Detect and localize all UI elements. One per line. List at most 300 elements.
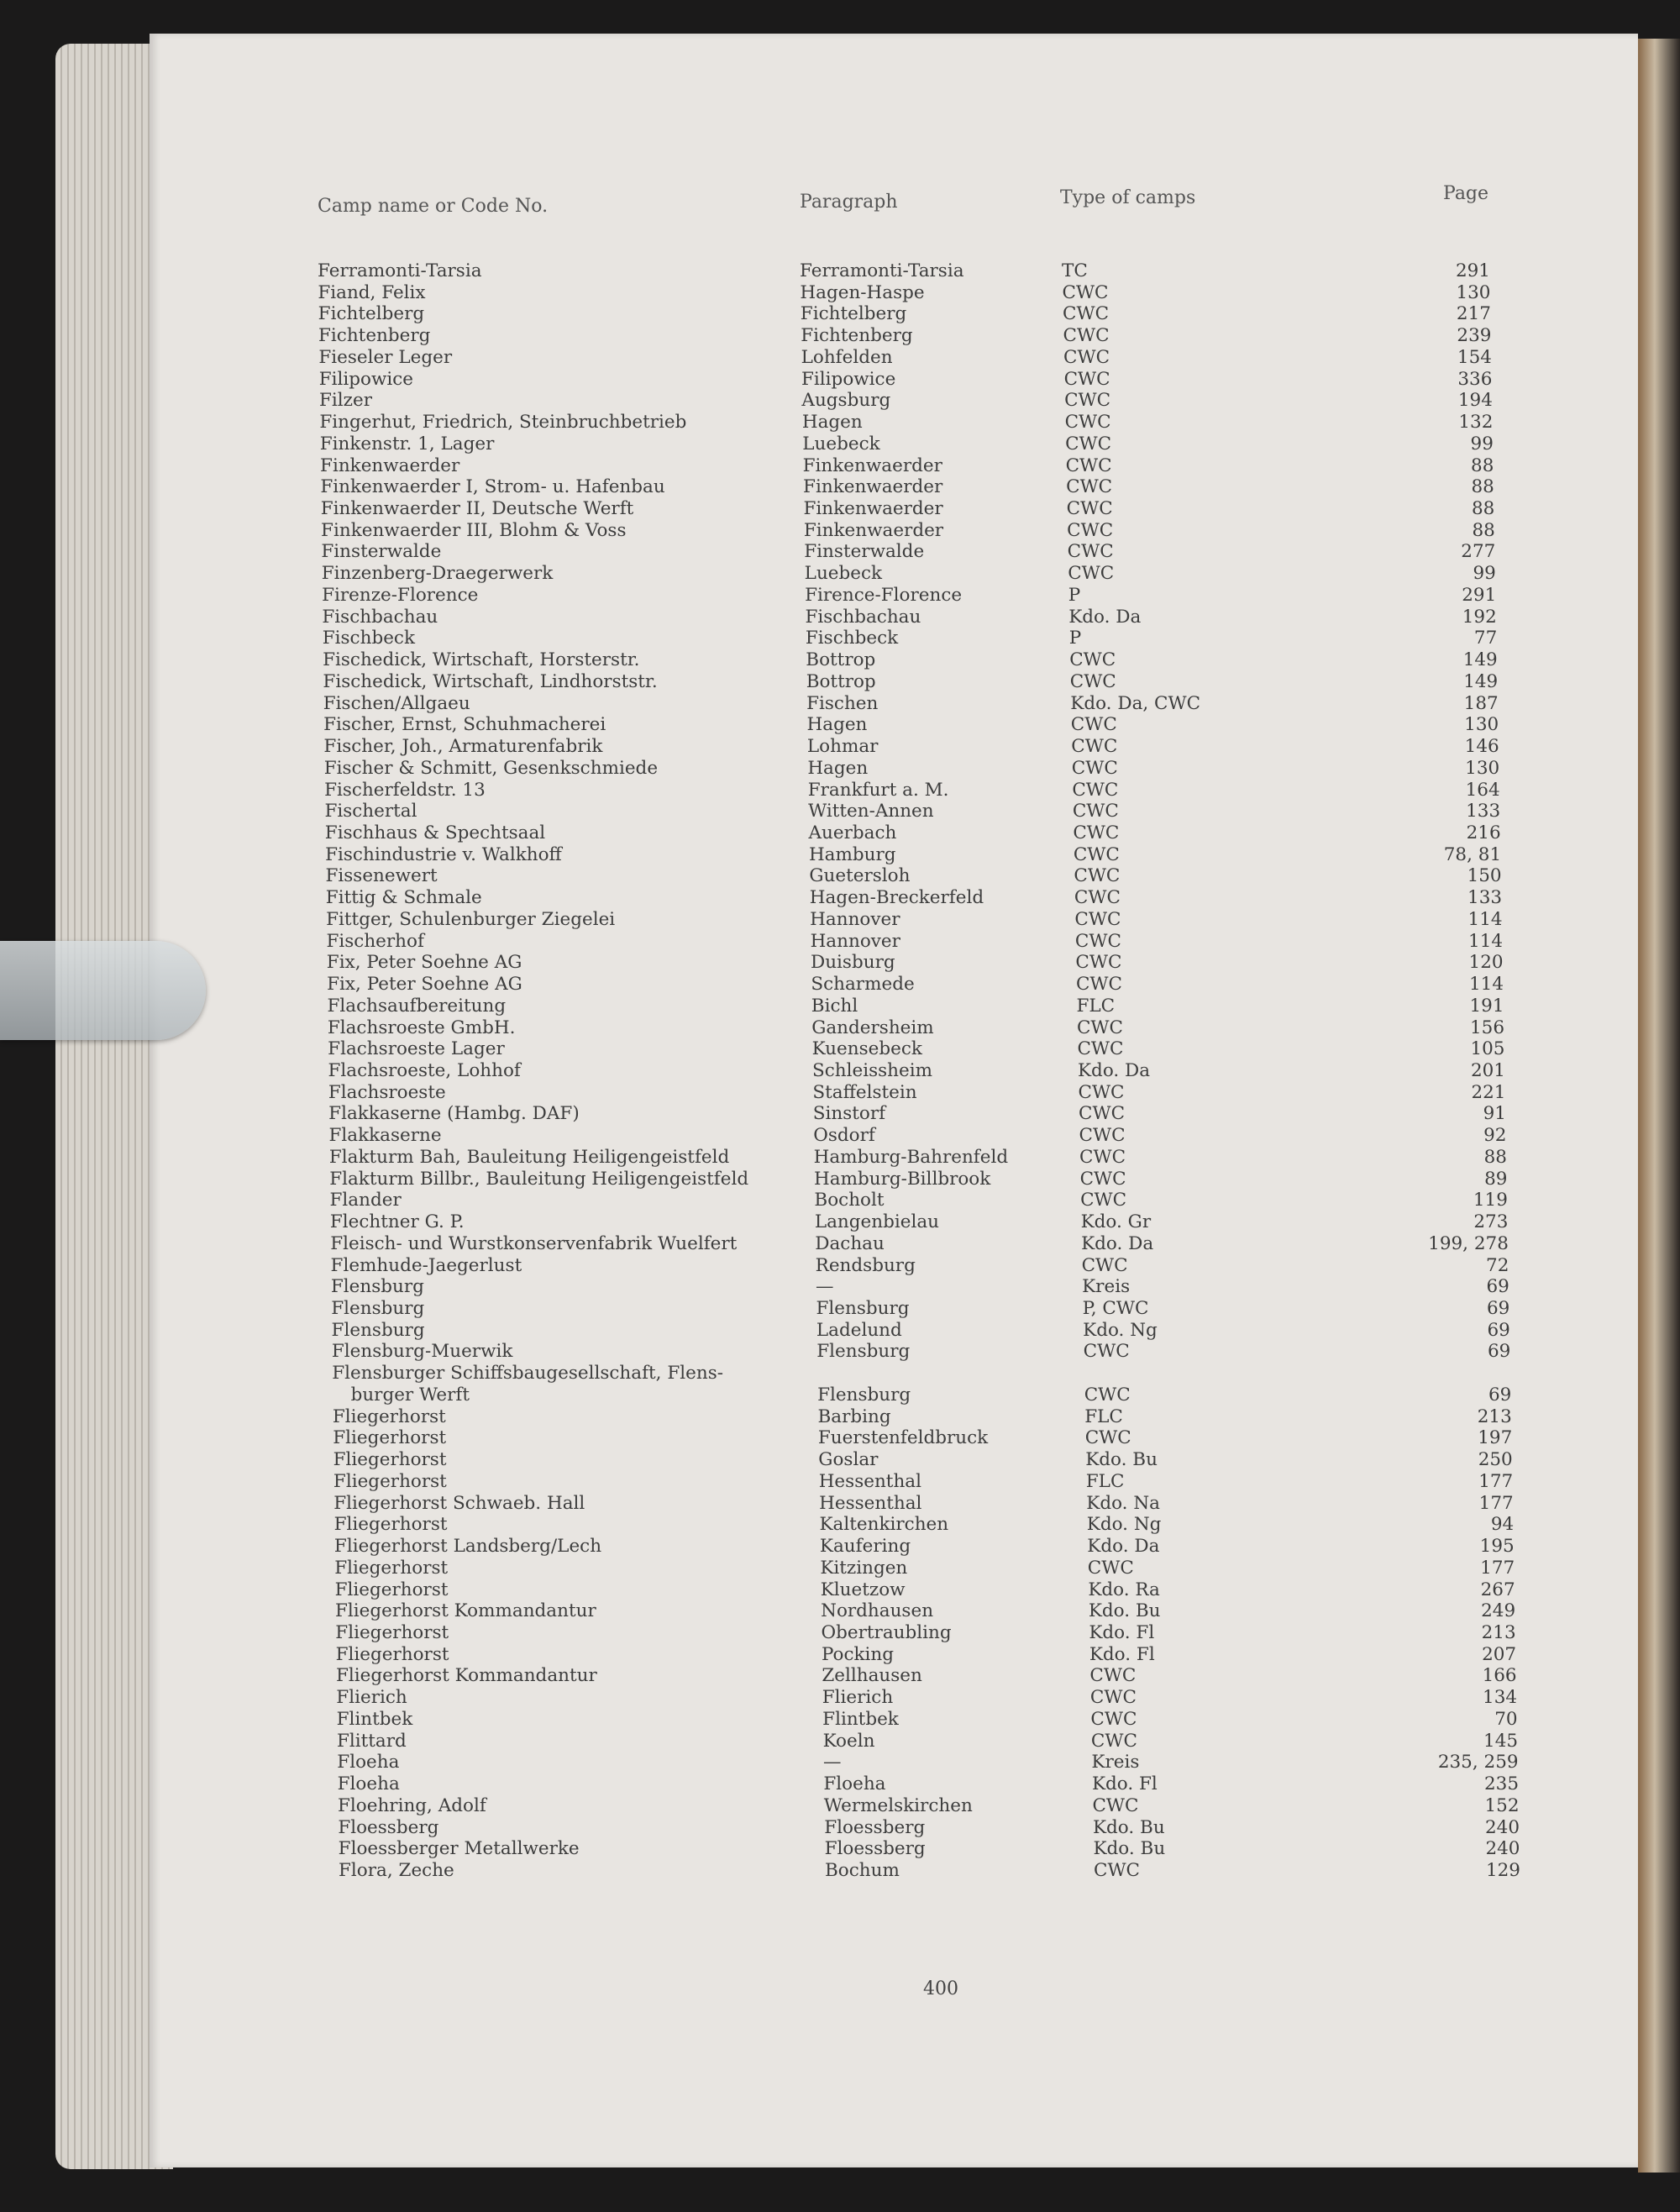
page-ref-cell: 177 — [1478, 1492, 1514, 1514]
camp-name-cell: Fiand, Felix — [318, 281, 426, 303]
camp-name-cell: Fischertal — [324, 801, 417, 822]
page-ref-cell: 130 — [1456, 281, 1491, 303]
camp-type-cell: CWC — [1079, 1168, 1126, 1190]
table-row — [0, 1514, 1680, 1536]
camp-type-cell: CWC — [1063, 303, 1110, 325]
header-page: Page — [1443, 183, 1489, 204]
paragraph-cell: Floeha — [823, 1773, 886, 1795]
paragraph-cell: Scharmede — [811, 974, 915, 996]
table-row — [0, 1384, 1680, 1406]
paragraph-cell: Floessberg — [824, 1816, 926, 1838]
camp-type-cell: CWC — [1090, 1730, 1137, 1752]
camp-name-cell: Flachsroeste — [328, 1081, 446, 1103]
page-ref-cell: 133 — [1466, 801, 1501, 822]
page-ref-cell: 92 — [1483, 1125, 1507, 1147]
table-row — [0, 758, 1680, 780]
paragraph-cell: Bottrop — [806, 649, 876, 671]
page-ref-cell: 69 — [1487, 1341, 1511, 1363]
camp-type-cell: CWC — [1070, 714, 1117, 736]
paragraph-cell: — — [822, 1752, 842, 1773]
table-row — [0, 1731, 1680, 1752]
camp-name-cell: Fichtelberg — [318, 303, 425, 325]
camp-name-cell: Flora, Zeche — [339, 1860, 454, 1881]
camp-name-cell: Fischedick, Wirtschaft, Lindhorststr. — [323, 670, 658, 692]
header-camp-name: Camp name or Code No. — [318, 196, 549, 217]
camp-name-cell: Fliegerhorst — [333, 1427, 447, 1449]
page-ref-cell: 119 — [1473, 1190, 1508, 1211]
paragraph-cell: Osdorf — [813, 1125, 875, 1147]
paragraph-cell: Hagen — [801, 412, 863, 433]
page-ref-cell: 120 — [1468, 952, 1504, 974]
camp-type-cell: CWC — [1063, 325, 1110, 347]
camp-name-cell: Fix, Peter Soehne AG — [326, 952, 522, 974]
paragraph-cell: Hagen — [806, 714, 868, 736]
camp-name-cell: Fliegerhorst Schwaeb. Hall — [333, 1492, 585, 1514]
page-ref-cell: 105 — [1470, 1038, 1505, 1060]
paragraph-cell: Kuensebeck — [811, 1038, 922, 1060]
table-row — [0, 931, 1680, 953]
camp-name-cell: Finkenwaerder — [320, 454, 460, 476]
paragraph-cell: Hessenthal — [819, 1492, 922, 1514]
paragraph-cell: Hessenthal — [818, 1470, 921, 1492]
paragraph-cell: Fichtenberg — [801, 325, 913, 347]
camp-type-cell: CWC — [1071, 736, 1118, 758]
paragraph-cell: Langenbielau — [814, 1211, 940, 1233]
page-ref-cell: 336 — [1457, 368, 1493, 390]
page-ref-cell: 88 — [1483, 1146, 1507, 1168]
page-ref-cell: 195 — [1479, 1536, 1515, 1558]
camp-name-cell: Fischhaus & Spechtsaal — [324, 822, 546, 843]
page-ref-cell: 277 — [1461, 541, 1496, 563]
camp-name-cell: Fischbeck — [322, 628, 416, 649]
paragraph-cell: Finsterwalde — [804, 541, 925, 563]
table-row — [0, 1600, 1680, 1622]
page-ref-cell: 249 — [1481, 1600, 1516, 1622]
camp-type-cell: CWC — [1084, 1384, 1131, 1405]
table-row — [0, 736, 1680, 758]
table-row — [0, 780, 1680, 801]
camp-type-cell: Kdo. Bu — [1092, 1816, 1165, 1838]
paragraph-cell: Kitzingen — [820, 1557, 908, 1579]
camp-name-cell: Flemhude-Jaegerlust — [330, 1254, 522, 1276]
bookmark-tab — [0, 941, 206, 1040]
page-ref-cell: 216 — [1466, 822, 1501, 843]
camp-name-cell: Finsterwalde — [321, 541, 442, 563]
camp-type-cell: Kdo. Da, CWC — [1070, 692, 1201, 714]
camp-type-cell: CWC — [1089, 1665, 1137, 1687]
camp-name-cell: Floeha — [337, 1773, 400, 1795]
page-ref-cell: 130 — [1465, 757, 1500, 779]
paragraph-cell: Bochum — [825, 1860, 900, 1881]
table-row — [0, 974, 1680, 996]
page-ref-cell: 273 — [1473, 1211, 1509, 1233]
paragraph-cell: — — [816, 1276, 834, 1298]
camp-type-cell: CWC — [1077, 1038, 1124, 1060]
page-ref-cell: 240 — [1485, 1838, 1520, 1860]
page-ref-cell: 91 — [1483, 1103, 1506, 1125]
table-row — [0, 1817, 1680, 1839]
header-paragraph: Paragraph — [800, 192, 898, 213]
paragraph-cell: Bottrop — [806, 670, 876, 692]
camp-type-cell: CWC — [1067, 541, 1114, 563]
table-row — [0, 1687, 1680, 1709]
table-row — [0, 1773, 1680, 1795]
page-ref-cell: 69 — [1488, 1384, 1512, 1405]
table-row — [0, 1341, 1680, 1363]
page-ref-cell: 164 — [1465, 779, 1500, 801]
paragraph-cell: Guetersloh — [809, 865, 911, 887]
camp-type-cell: CWC — [1063, 368, 1110, 390]
camp-name-cell: Flensburg-Muerwik — [331, 1341, 513, 1363]
table-row — [0, 1320, 1680, 1342]
header-type-of-camps: Type of camps — [1060, 187, 1196, 208]
page-ref-cell: 194 — [1457, 390, 1493, 412]
page-ref-cell: 146 — [1464, 736, 1499, 758]
paragraph-cell: Flensburg — [817, 1384, 911, 1405]
camp-name-cell: Fischer, Ernst, Schuhmacherei — [323, 714, 606, 736]
paragraph-cell: Wermelskirchen — [823, 1794, 973, 1816]
camp-type-cell: CWC — [1069, 649, 1116, 671]
camp-name-cell: Flakkaserne (Hambg. DAF) — [328, 1103, 580, 1125]
camp-name-cell: Finkenwaerder III, Blohm & Voss — [321, 519, 627, 541]
camp-type-cell: CWC — [1080, 1190, 1127, 1211]
camp-type-cell: CWC — [1075, 952, 1122, 974]
camp-name-cell: Fischbachau — [322, 606, 438, 628]
camp-name-cell: Finkenwaerder I, Strom- u. Hafenbau — [320, 476, 665, 498]
page-ref-cell: 88 — [1471, 476, 1494, 498]
page-ref-cell: 221 — [1471, 1081, 1506, 1103]
paragraph-cell: Luebeck — [802, 433, 880, 454]
table-row — [0, 1471, 1680, 1493]
camp-type-cell: Kdo. Ng — [1083, 1319, 1158, 1341]
camp-name-cell: Fischer, Joh., Armaturenfabrik — [323, 736, 603, 758]
camp-type-cell: FLC — [1085, 1470, 1125, 1492]
page-ref-cell: 213 — [1481, 1621, 1516, 1643]
paragraph-cell: Hamburg-Billbrook — [814, 1168, 991, 1190]
camp-type-cell: CWC — [1076, 1017, 1123, 1038]
camp-name-cell: Floessberger Metallwerke — [338, 1838, 580, 1860]
camp-name-cell: Fichtenberg — [318, 325, 431, 347]
table-row — [0, 541, 1680, 563]
camp-name-cell: Fliegerhorst Kommandantur — [335, 1665, 597, 1687]
camp-type-cell: CWC — [1084, 1427, 1131, 1449]
camp-type-cell: CWC — [1066, 476, 1113, 498]
table-row — [0, 865, 1680, 887]
camp-name-cell: Fliegerhorst — [333, 1449, 447, 1471]
camp-name-cell: Fleisch- und Wurstkonservenfabrik Wuelfert — [330, 1232, 738, 1254]
page-ref-cell: 250 — [1478, 1449, 1513, 1471]
paragraph-cell: Hannover — [810, 930, 900, 952]
camp-type-cell: CWC — [1092, 1794, 1139, 1816]
table-row — [0, 1752, 1680, 1773]
table-row — [0, 520, 1680, 542]
table-row — [0, 607, 1680, 628]
paragraph-cell: Obertraubling — [821, 1621, 952, 1643]
table-row — [0, 1169, 1680, 1190]
page-ref-cell: 70 — [1494, 1708, 1518, 1730]
camp-type-cell: CWC — [1063, 346, 1110, 368]
table-row — [0, 1211, 1680, 1233]
camp-name-cell: Flakturm Billbr., Bauleitung Heiligengeistfeld — [329, 1168, 749, 1190]
camp-name-cell: Fittig & Schmale — [325, 887, 482, 909]
camp-name-cell: Fingerhut, Friedrich, Steinbruchbetrieb — [319, 412, 687, 433]
page-ref-cell: 191 — [1469, 995, 1504, 1017]
camp-name-cell: Fischen/Allgaeu — [323, 692, 470, 714]
camp-name-cell: Flachsroeste, Lohhof — [328, 1060, 521, 1081]
table-row — [0, 1558, 1680, 1579]
table-row — [0, 996, 1680, 1017]
camp-type-cell: Kdo. Bu — [1085, 1449, 1158, 1471]
paragraph-cell: Kluetzow — [820, 1579, 906, 1600]
camp-name-cell: Finzenberg-Draegerwerk — [321, 563, 554, 585]
camp-type-cell: Kreis — [1082, 1276, 1131, 1298]
table-row — [0, 714, 1680, 736]
table-row — [0, 1579, 1680, 1601]
table-row — [0, 1406, 1680, 1428]
camp-name-cell: burger Werft — [350, 1384, 470, 1405]
camp-name-cell: Flachsroeste GmbH. — [327, 1017, 516, 1038]
paragraph-cell: Frankfurt a. M. — [807, 779, 949, 801]
camp-name-cell: Floehring, Adolf — [337, 1794, 486, 1816]
camp-type-cell: CWC — [1065, 454, 1112, 476]
paragraph-cell: Nordhausen — [821, 1600, 934, 1622]
camp-name-cell: Fliegerhorst — [335, 1643, 449, 1665]
camp-type-cell: Kdo. Fl — [1089, 1643, 1155, 1665]
camp-name-cell: Firenze-Florence — [322, 584, 479, 606]
camp-name-cell: Fieseler Leger — [318, 346, 453, 368]
page-ref-cell: 291 — [1462, 584, 1497, 606]
table-row — [0, 1190, 1680, 1211]
table-row — [0, 1017, 1680, 1039]
camp-type-cell: CWC — [1066, 498, 1113, 520]
page-ref-cell: 69 — [1486, 1298, 1510, 1320]
camp-name-cell: Flachsaufbereitung — [327, 995, 507, 1017]
table-row — [0, 844, 1680, 866]
paragraph-cell: Hagen — [807, 757, 869, 779]
camp-name-cell: Floeha — [337, 1752, 400, 1773]
page-ref-cell: 213 — [1477, 1405, 1512, 1427]
table-row — [0, 887, 1680, 909]
camp-type-cell: Kdo. Ng — [1086, 1514, 1162, 1536]
table-row — [0, 1038, 1680, 1060]
table-row — [0, 1536, 1680, 1558]
table-row — [0, 1644, 1680, 1666]
camp-type-cell: CWC — [1064, 412, 1111, 433]
paragraph-cell: Firence-Florence — [805, 584, 963, 606]
camp-name-cell: Fliegerhorst — [333, 1514, 448, 1536]
table-row — [0, 1449, 1680, 1471]
page-ref-cell: 156 — [1469, 1017, 1505, 1038]
camp-type-cell: Kdo. Da — [1081, 1232, 1154, 1254]
camp-type-cell: Kdo. Bu — [1093, 1838, 1166, 1860]
paragraph-cell: Fuerstenfeldbruck — [817, 1427, 989, 1449]
camp-type-cell: CWC — [1090, 1708, 1137, 1730]
camp-name-cell: Finkenstr. 1, Lager — [319, 433, 495, 454]
paragraph-cell: Sinstorf — [812, 1103, 886, 1125]
table-row — [0, 1795, 1680, 1817]
camp-name-cell: Fittger, Schulenburger Ziegelei — [326, 908, 616, 930]
camp-type-cell: Kdo. Da — [1078, 1060, 1151, 1081]
paragraph-cell: Finkenwaerder — [803, 498, 943, 520]
paragraph-cell: Witten-Annen — [808, 801, 934, 822]
page-ref-cell: 267 — [1480, 1579, 1515, 1600]
camp-name-cell: Ferramonti-Tarsia — [318, 260, 482, 281]
page-ref-cell: 99 — [1470, 433, 1494, 454]
paragraph-cell: Flintbek — [822, 1708, 899, 1730]
table-row — [0, 1255, 1680, 1277]
table-row — [0, 498, 1680, 520]
camp-name-cell: Fischer & Schmitt, Gesenkschmiede — [323, 757, 659, 779]
table-row — [0, 1125, 1680, 1147]
paragraph-cell: Bocholt — [814, 1190, 885, 1211]
paragraph-cell: Flierich — [822, 1687, 894, 1709]
paragraph-cell: Fischen — [806, 692, 879, 714]
paragraph-cell: Lohfelden — [801, 346, 893, 368]
camp-name-cell: Fliegerhorst — [334, 1557, 449, 1579]
camp-type-cell: CWC — [1074, 865, 1121, 887]
page-ref-cell: 69 — [1486, 1276, 1509, 1298]
page-ref-cell: 132 — [1458, 412, 1494, 433]
table-row — [0, 801, 1680, 822]
page-ref-cell: 235, 259 — [1437, 1752, 1519, 1773]
table-row — [0, 1276, 1680, 1298]
page-ref-cell: 201 — [1470, 1060, 1505, 1081]
page-ref-cell: 187 — [1463, 692, 1499, 714]
paragraph-cell: Duisburg — [810, 952, 895, 974]
page-ref-cell: 207 — [1482, 1643, 1517, 1665]
camp-type-cell: CWC — [1081, 1254, 1128, 1276]
table-row — [0, 1427, 1680, 1449]
paragraph-cell: Ladelund — [816, 1319, 902, 1341]
page-ref-cell: 114 — [1468, 930, 1504, 952]
camp-type-cell: CWC — [1079, 1103, 1126, 1125]
camp-type-cell: CWC — [1075, 974, 1122, 996]
paragraph-cell: Koeln — [822, 1730, 875, 1752]
page-number: 400 — [923, 1978, 958, 1999]
table-row — [0, 412, 1680, 433]
camp-type-cell: Kdo. Ra — [1088, 1579, 1160, 1600]
paragraph-cell: Finkenwaerder — [803, 476, 943, 498]
table-row — [0, 1709, 1680, 1731]
paragraph-cell: Hamburg — [808, 843, 896, 865]
paragraph-cell: Hagen-Breckerfeld — [809, 887, 984, 909]
page-ref-cell: 291 — [1455, 260, 1490, 281]
camp-name-cell: Fischedick, Wirtschaft, Horsterstr. — [323, 649, 640, 671]
camp-type-cell: FLC — [1084, 1405, 1123, 1427]
camp-name-cell: Flensburg — [331, 1319, 425, 1341]
camp-name-cell: Fissenewert — [325, 865, 438, 887]
page-ref-cell: 177 — [1480, 1557, 1515, 1579]
page-ref-cell: 72 — [1486, 1254, 1509, 1276]
camp-type-cell: CWC — [1094, 1860, 1140, 1881]
page-ref-cell: 89 — [1484, 1168, 1508, 1190]
paragraph-cell: Hamburg-Bahrenfeld — [813, 1146, 1009, 1168]
page-ref-cell: 114 — [1469, 974, 1504, 996]
table-row — [0, 390, 1680, 412]
camp-name-cell: Filzer — [319, 390, 373, 412]
paragraph-cell: Pocking — [821, 1643, 895, 1665]
paragraph-cell: Schleissheim — [812, 1060, 932, 1081]
camp-name-cell: Flintbek — [336, 1708, 413, 1730]
camp-type-cell: CWC — [1064, 390, 1111, 412]
page-ref-cell: 235 — [1484, 1773, 1520, 1795]
camp-type-cell: TC — [1062, 260, 1088, 281]
camp-name-cell: Finkenwaerder II, Deutsche Werft — [320, 498, 634, 520]
page-ref-cell: 217 — [1456, 303, 1491, 325]
camp-name-cell: Fischindustrie v. Walkhoff — [325, 843, 562, 865]
paragraph-cell: Fischbachau — [805, 606, 921, 628]
table-row — [0, 1665, 1680, 1687]
camp-name-cell: Fischerfeldstr. 13 — [324, 779, 486, 801]
table-row — [0, 909, 1680, 931]
paragraph-cell: Hannover — [810, 908, 900, 930]
camp-type-cell: CWC — [1068, 563, 1115, 585]
camp-name-cell: Fix, Peter Soehne AG — [327, 974, 522, 996]
camp-type-cell: CWC — [1072, 801, 1119, 822]
paragraph-cell: Staffelstein — [812, 1081, 917, 1103]
table-row — [0, 369, 1680, 391]
camp-type-cell: CWC — [1074, 887, 1121, 909]
table-row — [0, 1493, 1680, 1515]
camp-type-cell: CWC — [1089, 1687, 1137, 1709]
camp-type-cell: Kdo. Da — [1087, 1536, 1160, 1558]
paragraph-cell: Fichtelberg — [800, 303, 907, 325]
paragraph-cell: Luebeck — [804, 563, 883, 585]
camp-type-cell: Kdo. Na — [1086, 1492, 1160, 1514]
page-ref-cell: 199, 278 — [1428, 1232, 1509, 1254]
camp-type-cell: Kdo. Da — [1068, 606, 1142, 628]
page-ref-cell: 152 — [1484, 1794, 1520, 1816]
table-row — [0, 260, 1680, 282]
paragraph-cell: Dachau — [815, 1232, 885, 1254]
page-ref-cell: 145 — [1483, 1730, 1519, 1752]
page-ref-cell: 192 — [1462, 606, 1497, 628]
table-row — [0, 282, 1680, 304]
page-ref-cell: 130 — [1464, 714, 1499, 736]
camp-name-cell: Flittard — [336, 1730, 407, 1752]
camp-name-cell: Fliegerhorst — [334, 1579, 449, 1600]
page-ref-cell: 154 — [1457, 346, 1492, 368]
page-ref-cell: 77 — [1473, 628, 1498, 649]
table-row — [0, 649, 1680, 671]
camp-type-cell: CWC — [1083, 1341, 1130, 1363]
paragraph-cell: Kaufering — [819, 1536, 911, 1558]
camp-name-cell: Floessberg — [338, 1816, 439, 1838]
camp-name-cell: Flakkaserne — [328, 1125, 442, 1147]
page-ref-cell: 133 — [1467, 887, 1503, 909]
page-ref-cell: 149 — [1462, 649, 1498, 671]
camp-type-cell: CWC — [1079, 1146, 1126, 1168]
camp-name-cell: Fliegerhorst Kommandantur — [334, 1600, 596, 1622]
camp-name-cell: Flensburg — [330, 1276, 424, 1298]
table-row — [0, 476, 1680, 498]
paragraph-cell: Augsburg — [801, 390, 891, 412]
paragraph-cell: Gandersheim — [811, 1017, 934, 1038]
camp-name-cell: Fliegerhorst — [333, 1470, 447, 1492]
page-ref-cell: 150 — [1467, 865, 1502, 887]
table-row — [0, 1622, 1680, 1644]
camp-type-cell: CWC — [1065, 433, 1112, 454]
paragraph-cell: Flensburg — [816, 1341, 911, 1363]
table-row — [0, 455, 1680, 477]
camp-name-cell: Flensburg — [331, 1298, 425, 1320]
table-row — [0, 303, 1680, 325]
page-ref-cell: 78, 81 — [1443, 843, 1502, 865]
camp-type-cell: CWC — [1069, 670, 1116, 692]
camp-name-cell: Fliegerhorst — [335, 1621, 449, 1643]
table-row — [0, 628, 1680, 649]
camp-name-cell: Flensburger Schiffsbaugesellschaft, Flens- — [332, 1363, 723, 1384]
